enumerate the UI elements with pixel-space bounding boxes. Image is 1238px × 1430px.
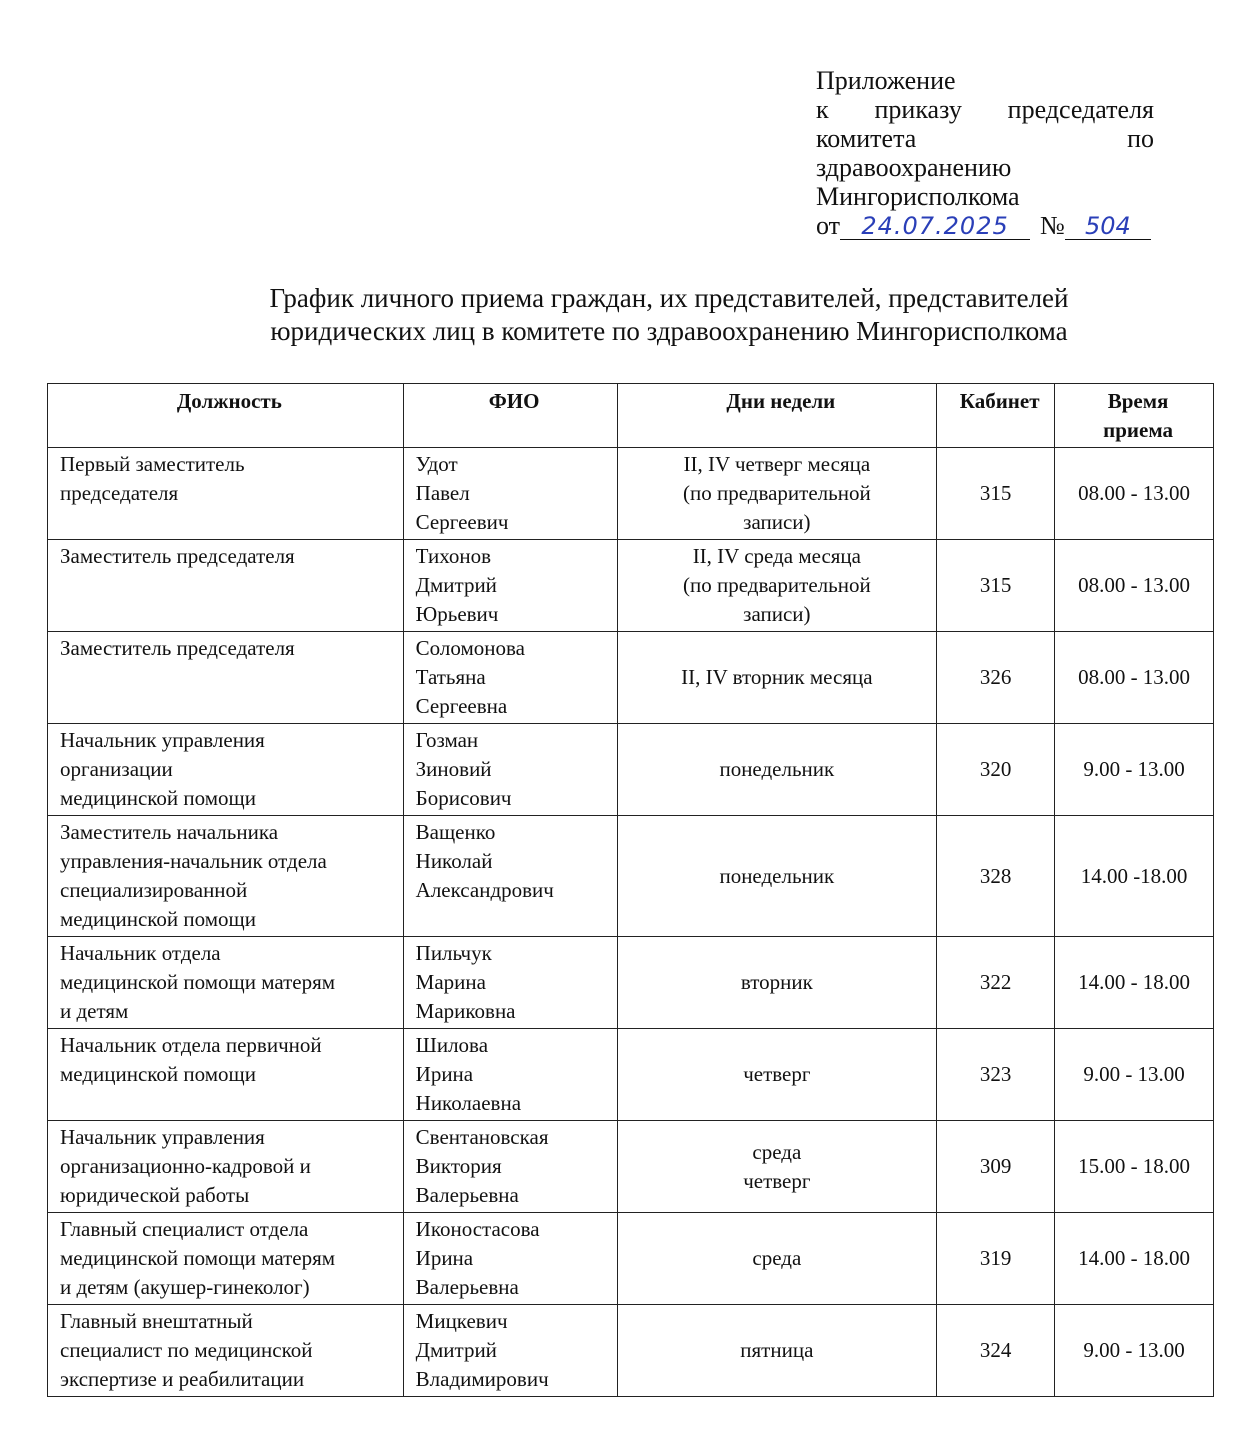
table-row bbox=[48, 1213, 1214, 1305]
header-position: Должность bbox=[48, 384, 404, 448]
table-row bbox=[48, 448, 1214, 540]
cell-position: Заместитель председателя bbox=[48, 540, 404, 632]
cell-time: 08.00 - 13.00 bbox=[1055, 448, 1214, 540]
appendix-order-line bbox=[816, 95, 1154, 124]
table-row bbox=[48, 1121, 1214, 1213]
cell-cabinet: 320 bbox=[937, 724, 1055, 816]
table-row bbox=[48, 724, 1214, 816]
table-row bbox=[48, 816, 1214, 937]
document-title bbox=[100, 282, 1238, 348]
cell-name: Пильчук Марина Мариковна bbox=[403, 937, 617, 1029]
cell-days: пятница bbox=[617, 1305, 937, 1397]
title-line-2: юридических лиц в комитете по здравоохранению Мингорисполкома bbox=[270, 316, 1068, 346]
cell-cabinet: 322 bbox=[937, 937, 1055, 1029]
cell-name: Свентановская Виктория Валерьевна bbox=[403, 1121, 617, 1213]
cell-position: Главный специалист отдела медицинской помощи матерям и детям (акушер-гинеколог) bbox=[48, 1213, 404, 1305]
appendix-heading: Приложение bbox=[816, 66, 956, 95]
cell-days: II, IV среда месяца (по предварительной записи) bbox=[617, 540, 937, 632]
reception-schedule-table bbox=[47, 383, 1214, 1397]
header-time: Время приема bbox=[1055, 384, 1214, 448]
cell-time: 9.00 - 13.00 bbox=[1055, 1029, 1214, 1121]
cell-days: среда четверг bbox=[617, 1121, 937, 1213]
cell-cabinet: 326 bbox=[937, 632, 1055, 724]
handwritten-date: 24.07.2025 bbox=[840, 213, 1030, 240]
appendix-word: приказу bbox=[874, 95, 962, 124]
cell-position: Начальник управления организации медицинской помощи bbox=[48, 724, 404, 816]
appendix-word: председателя bbox=[1007, 95, 1154, 124]
cell-position: Заместитель начальника управления-начальник отдела специализированной медицинской помощи bbox=[48, 816, 404, 937]
cell-cabinet: 328 bbox=[937, 816, 1055, 937]
cell-cabinet: 324 bbox=[937, 1305, 1055, 1397]
cell-days: понедельник bbox=[617, 816, 937, 937]
cell-time: 14.00 -18.00 bbox=[1055, 816, 1214, 937]
header-cabinet: Кабинет bbox=[937, 384, 1055, 448]
cell-position: Начальник отдела медицинской помощи матерям и детям bbox=[48, 937, 404, 1029]
header-days: Дни недели bbox=[617, 384, 937, 448]
cell-name: Тихонов Дмитрий Юрьевич bbox=[403, 540, 617, 632]
appendix-word: по bbox=[1127, 124, 1154, 153]
handwritten-order-number: 504 bbox=[1065, 213, 1151, 240]
cell-name: Ващенко Николай Александрович bbox=[403, 816, 617, 937]
appendix-word: комитета bbox=[816, 124, 917, 153]
cell-cabinet: 323 bbox=[937, 1029, 1055, 1121]
cell-time: 08.00 - 13.00 bbox=[1055, 540, 1214, 632]
cell-time: 14.00 - 18.00 bbox=[1055, 1213, 1214, 1305]
cell-name: Удот Павел Сергеевич bbox=[403, 448, 617, 540]
cell-days: понедельник bbox=[617, 724, 937, 816]
cell-cabinet: 319 bbox=[937, 1213, 1055, 1305]
cell-name: Шилова Ирина Николаевна bbox=[403, 1029, 617, 1121]
cell-days: вторник bbox=[617, 937, 937, 1029]
cell-time: 15.00 - 18.00 bbox=[1055, 1121, 1214, 1213]
date-prefix: от bbox=[816, 211, 841, 240]
number-sign: № bbox=[1040, 211, 1065, 240]
table-row bbox=[48, 937, 1214, 1029]
cell-cabinet: 315 bbox=[937, 448, 1055, 540]
table-row bbox=[48, 1029, 1214, 1121]
table-row bbox=[48, 540, 1214, 632]
table-row bbox=[48, 632, 1214, 724]
cell-position: Начальник управления организационно-кадровой и юридической работы bbox=[48, 1121, 404, 1213]
cell-time: 14.00 - 18.00 bbox=[1055, 937, 1214, 1029]
table-row bbox=[48, 1305, 1214, 1397]
cell-position: Начальник отдела первичной медицинской помощи bbox=[48, 1029, 404, 1121]
appendix-block bbox=[816, 66, 1154, 240]
cell-time: 9.00 - 13.00 bbox=[1055, 1305, 1214, 1397]
header-name: ФИО bbox=[403, 384, 617, 448]
cell-position: Первый заместитель председателя bbox=[48, 448, 404, 540]
cell-time: 9.00 - 13.00 bbox=[1055, 724, 1214, 816]
appendix-city-line: Мингорисполкома bbox=[816, 182, 1020, 211]
appendix-committee-line bbox=[816, 124, 1154, 153]
appendix-health-line: здравоохранению bbox=[816, 153, 1012, 182]
table-header-row bbox=[48, 384, 1214, 448]
cell-days: II, IV четверг месяца (по предварительной записи) bbox=[617, 448, 937, 540]
cell-time: 08.00 - 13.00 bbox=[1055, 632, 1214, 724]
cell-cabinet: 309 bbox=[937, 1121, 1055, 1213]
cell-days: среда bbox=[617, 1213, 937, 1305]
cell-name: Соломонова Татьяна Сергеевна bbox=[403, 632, 617, 724]
title-line-1: График личного приема граждан, их представителей, представителей bbox=[269, 283, 1069, 313]
cell-days: четверг bbox=[617, 1029, 937, 1121]
cell-cabinet: 315 bbox=[937, 540, 1055, 632]
cell-position: Главный внештатный специалист по медицинской экспертизе и реабилитации bbox=[48, 1305, 404, 1397]
cell-position: Заместитель председателя bbox=[48, 632, 404, 724]
appendix-word: к bbox=[816, 95, 829, 124]
cell-name: Иконостасова Ирина Валерьевна bbox=[403, 1213, 617, 1305]
cell-days: II, IV вторник месяца bbox=[617, 632, 937, 724]
cell-name: Мицкевич Дмитрий Владимирович bbox=[403, 1305, 617, 1397]
appendix-date-line bbox=[816, 211, 1154, 240]
cell-name: Гозман Зиновий Борисович bbox=[403, 724, 617, 816]
